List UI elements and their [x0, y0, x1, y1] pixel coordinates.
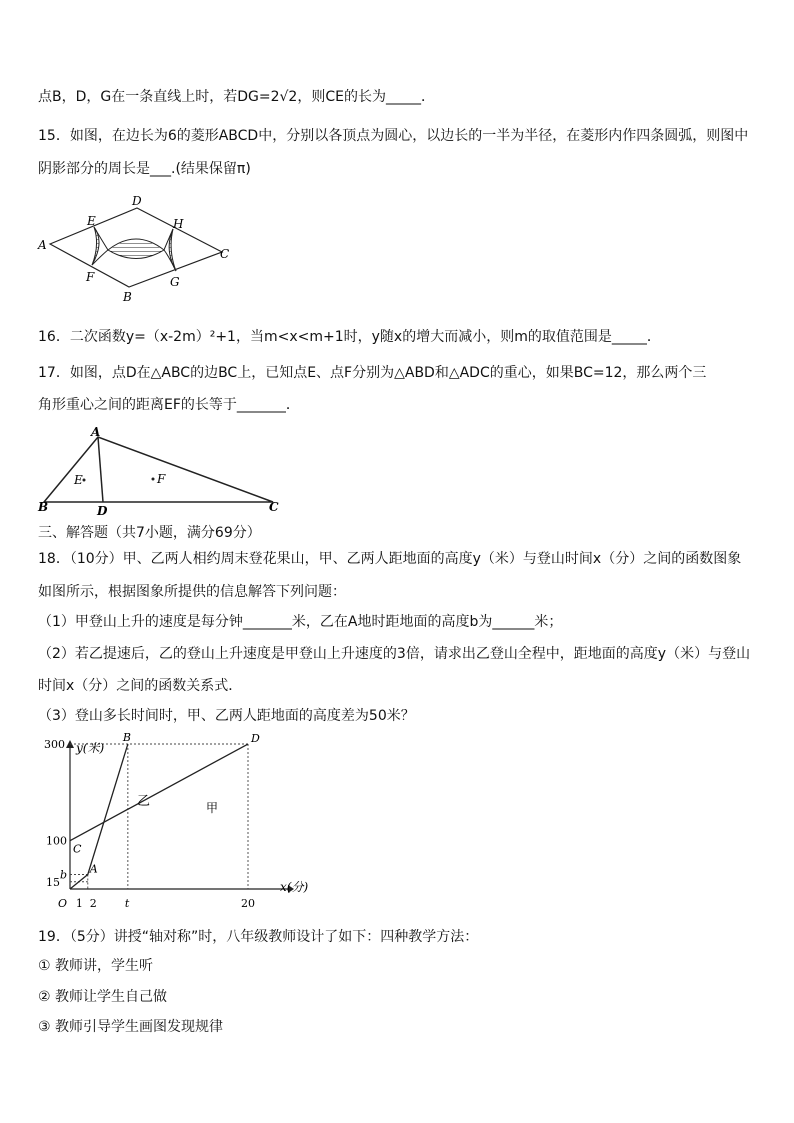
question-16: 16．二次函数y=（x-2m）²+1，当m<x<m+1时，y随x的增大而减小，则m的取值范围是_____．: [38, 329, 661, 345]
label-e: E: [87, 214, 96, 228]
label-d: D: [132, 195, 142, 208]
label-a: A: [38, 238, 47, 252]
label-f: F: [86, 270, 95, 284]
series-label-jia: 甲: [206, 801, 219, 815]
point-label-a: A: [89, 862, 98, 876]
x-tick-20: 20: [241, 897, 255, 910]
y-tick-b: b: [60, 868, 68, 882]
label-e: E: [74, 473, 83, 487]
rhombus-figure: [36, 195, 236, 305]
series-line-2: [70, 744, 128, 889]
label-b: B: [123, 290, 132, 304]
option-2: ② 教师让学生自己做: [38, 989, 168, 1005]
label-c: C: [269, 500, 279, 514]
text-line-continuation: 点B，D，G在一条直线上时，若DG=2√2，则CE的长为_____．: [38, 89, 435, 105]
label-b: B: [38, 500, 49, 514]
question-18-part1: （1）甲登山上升的速度是每分钟_______米，乙在A地时距地面的高度b为______米；: [38, 614, 563, 630]
label-d: D: [97, 504, 108, 516]
x-tick-1: 1: [75, 897, 83, 910]
option-1: ① 教师讲，学生听: [38, 958, 154, 974]
section-3-heading: 三、解答题（共7小题，满分69分）: [38, 525, 261, 541]
climb-chart: [36, 732, 326, 914]
label-f: F: [157, 472, 166, 486]
question-18-line2: 如图所示，根据图象所提供的信息解答下列问题：: [38, 584, 346, 600]
triangle-figure: [36, 424, 286, 516]
label-h: H: [173, 217, 184, 231]
question-15-line2: 阴影部分的周长是___.(结果保留π): [38, 161, 251, 177]
y-tick-15: 15: [46, 875, 60, 889]
label-c: C: [220, 247, 230, 261]
y-tick-100: 100: [46, 834, 67, 848]
x-axis-label: x(分): [280, 880, 309, 894]
x-tick-origin: O: [58, 897, 68, 910]
question-18-part3: （3）登山多长时间时，甲、乙两人距地面的高度差为50米？: [38, 708, 415, 724]
series-label-yi: 乙: [137, 794, 151, 809]
point-label-b: B: [122, 732, 131, 745]
y-tick-300: 300: [44, 738, 65, 752]
label-g: G: [170, 275, 180, 289]
question-19: 19．（5分）讲授“轴对称”时，八年级教师设计了如下：四种教学方法：: [38, 929, 479, 945]
option-3: ③ 教师引导学生画图发现规律: [38, 1019, 224, 1035]
x-tick-2: 2: [89, 897, 97, 910]
series-line-1: [70, 744, 248, 841]
question-17-line1: 17．如图，点D在△ABC的边BC上，已知点E、点F分别为△ABD和△ADC的重心，如果BC=12，那么两个三: [38, 365, 707, 381]
x-tick-t: t: [124, 897, 130, 910]
label-a: A: [91, 425, 101, 439]
question-17-line2: 角形重心之间的距离EF的长等于_______．: [38, 397, 300, 413]
question-18-part2-line2: 时间x（分）之间的函数关系式．: [38, 678, 243, 694]
question-18-line1: 18．（10分）甲、乙两人相约周末登花果山，甲、乙两人距地面的高度y（米）与登山时间x（分）之间的函数图象: [38, 551, 742, 567]
y-axis-label: y(米): [76, 741, 105, 755]
point-label-c: C: [73, 842, 82, 856]
question-15-line1: 15．如图，在边长为6的菱形ABCD中，分别以各顶点为圆心，以边长的一半为半径，在菱形内作四条圆弧，则图中: [38, 128, 749, 144]
question-18-part2-line1: （2）若乙提速后，乙的登山上升速度是甲登山上升速度的3倍，请求出乙登山全程中，距地面的高度y（米）与登山: [38, 646, 751, 662]
point-label-d: D: [251, 732, 260, 746]
